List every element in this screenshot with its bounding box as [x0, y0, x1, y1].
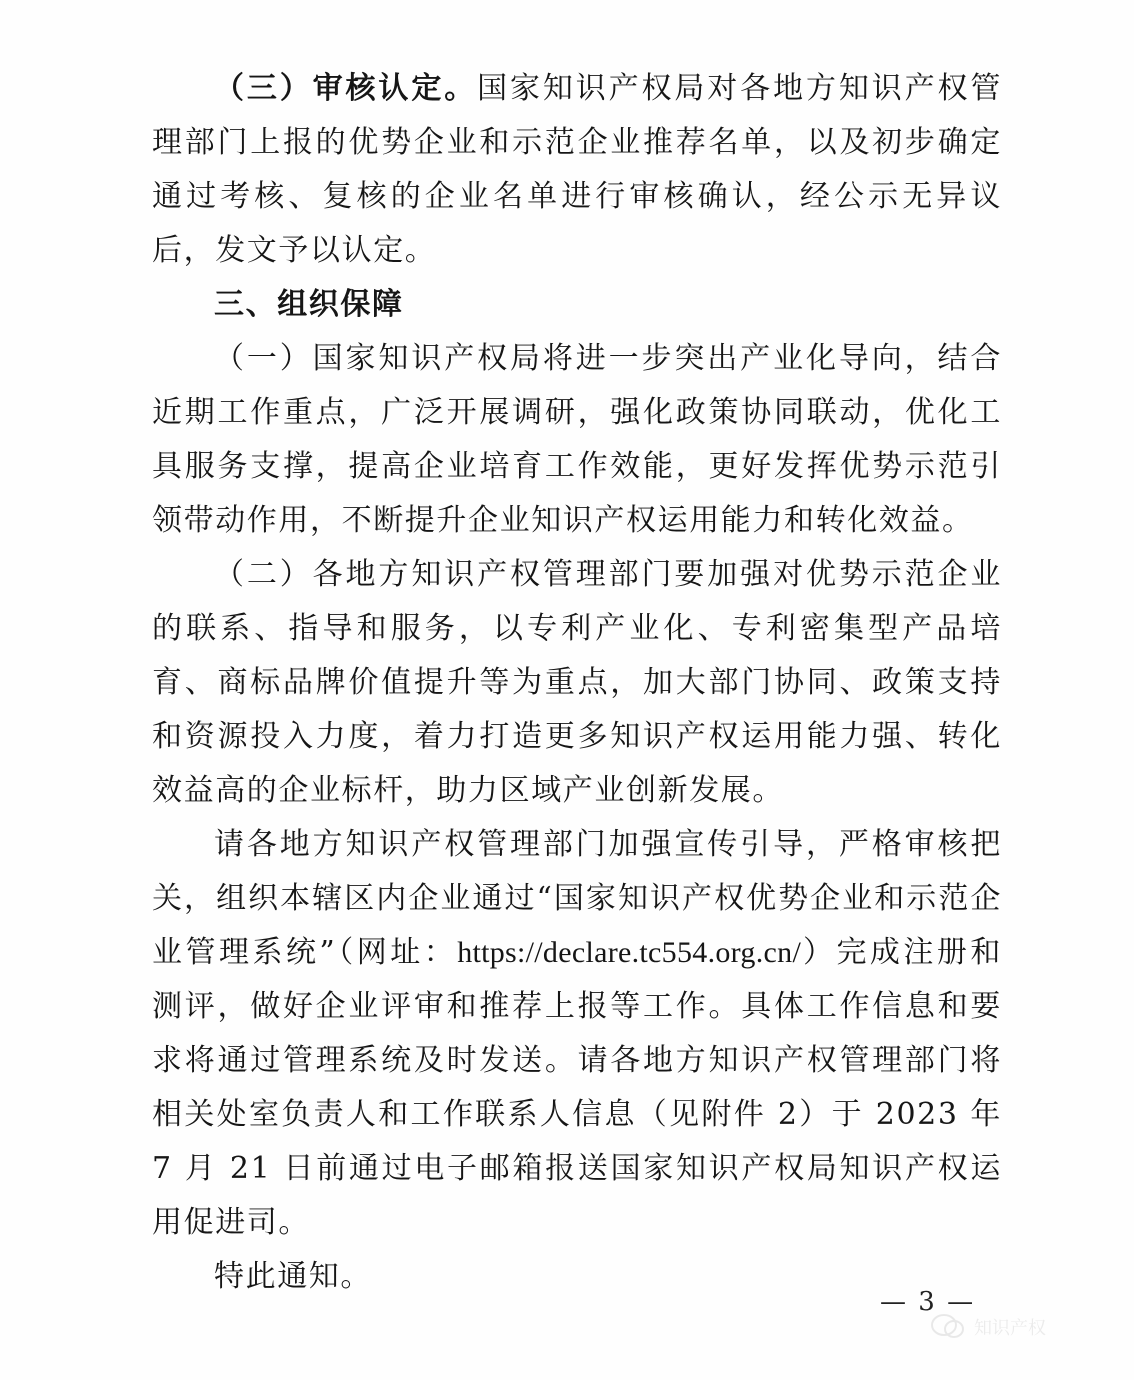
paragraph-request [152, 818, 1002, 1250]
page-number: — 3 — [880, 1287, 976, 1317]
system-url-link[interactable]: https://declare.tc554.org.cn/ [457, 936, 802, 969]
paragraph-text: 请各地方知识产权管理部门加强宣传引导，严格审核把关，组织本辖区内企业通过“国家知识产权优势企业和示范企业管理系统”（网址： [152, 827, 1002, 970]
paragraph-review-approval [152, 62, 1002, 278]
watermark [930, 1308, 1120, 1344]
paragraph-item-one: （一）国家知识产权局将进一步突出产业化导向，结合近期工作重点，广泛开展调研，强化政策协同联动，优化工具服务支撑，提高企业培育工作效能，更好发挥优势示范引领带动作用，不断提升企业知识产权运用能力和转化效益。 [152, 341, 1002, 538]
watermark-logo-icon [930, 1312, 964, 1340]
document-body [152, 62, 1002, 1304]
paragraph-closing: 特此通知。 [214, 1259, 372, 1294]
paragraph-text: 国家知识产权局对各地方知识产权管理部门上报的优势企业和示范企业推荐名单，以及初步确定通过考核、复核的企业名单进行审核确认，经公示无异议后，发文予以认定。 [152, 71, 1002, 268]
section-heading-organization: 三、组织保障 [214, 287, 404, 322]
watermark-text: 知识产权 [974, 1318, 1046, 1339]
paragraph-text: ）完成注册和测评，做好企业评审和推荐上报等工作。具体工作信息和要求将通过管理系统及时发送。请各地方知识产权管理部门将相关处室负责人和工作联系人信息（见附件 2）于 2023 年 7 月 21 日前通过电子邮箱报送国家知识产权局知识产权运用促进司。 [152, 935, 1002, 1240]
section-lead-review-approval: （三）审核认定。 [214, 71, 478, 106]
paragraph-item-two: （二）各地方知识产权管理部门要加强对优势示范企业的联系、指导和服务，以专利产业化、专利密集型产品培育、商标品牌价值提升等为重点，加大部门协同、政策支持和资源投入力度，着力打造更多知识产权运用能力强、转化效益高的企业标杆，助力区域产业创新发展。 [152, 557, 1002, 808]
